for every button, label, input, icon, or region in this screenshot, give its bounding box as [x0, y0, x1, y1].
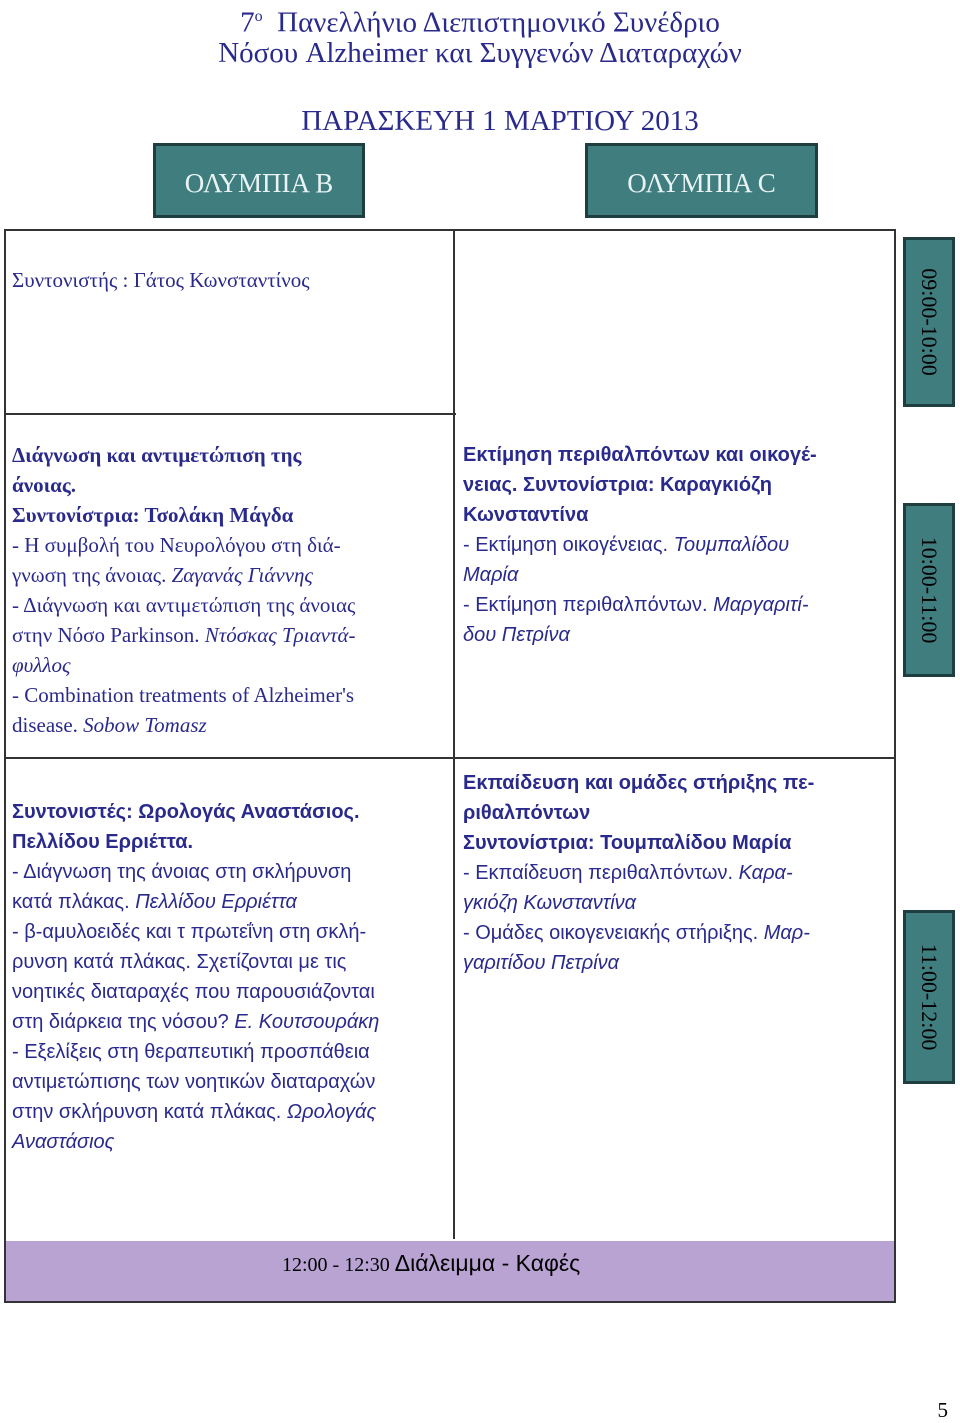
column-divider	[453, 229, 455, 1239]
session-title: Διάγνωση και αντιμετώπιση της	[12, 443, 302, 467]
speaker-name-cont: φυλλος	[12, 653, 71, 677]
talk-line: - Εξελίξεις στη θεραπευτική προσπάθεια	[12, 1041, 370, 1063]
slot3-room-b	[12, 797, 379, 1157]
row-divider	[456, 757, 896, 759]
session-title: Εκπαίδευση και ομάδες στήριξης πε-	[463, 772, 815, 794]
speaker-name: Ωρολογάς	[286, 1101, 377, 1123]
talk-line: - Combination treatments of Alzheimer's	[12, 683, 355, 707]
session-coordinator: Κωνσταντίνα	[463, 504, 589, 526]
slot1-room-b	[12, 265, 310, 295]
speaker-name-cont: Αναστάσιος	[12, 1131, 115, 1153]
talk-line: - Εκτίμηση περιθαλπόντων. Μαργαριτί-	[463, 594, 809, 616]
talk-line: ρυνση κατά πλάκας. Σχετίζονται με τις	[12, 951, 347, 973]
day-heading: ΠΑΡΑΣΚΕΥΗ 1 ΜΑΡΤΙΟΥ 2013	[301, 105, 699, 137]
talk-line: στην σκλήρυνση κατά πλάκας. Ωρολογάς	[12, 1101, 377, 1123]
talk-line: - Διάγνωση και αντιμετώπιση της άνοιας	[12, 593, 356, 617]
coordinator-line: Συντονιστής : Γάτος Κωνσταντίνος	[12, 268, 310, 292]
talk-line: στην Νόσο Parkinson. Ντόσκας Τριαντά-	[12, 623, 356, 647]
break-label: Διάλειμμα - Καφές	[394, 1250, 581, 1276]
row-divider	[4, 757, 456, 759]
ordinal-superscript: ο	[254, 8, 263, 25]
slot3-room-c	[463, 768, 814, 978]
row-divider	[4, 413, 456, 415]
room-olympia-b: ΟΛΥΜΠΙΑ Β	[153, 143, 365, 218]
coffee-break-text	[282, 1250, 580, 1277]
session-coordinator: Συντονίστρια: Τουμπαλίδου Μαρία	[463, 832, 792, 854]
room-olympia-c: ΟΛΥΜΠΙΑ C	[585, 143, 818, 218]
speaker-name-cont: Μαρία	[463, 564, 519, 586]
speaker-name-cont: γαριτίδου Πετρίνα	[463, 952, 620, 974]
slot2-room-c	[463, 440, 817, 650]
speaker-name: Ντόσκας Τριαντά-	[204, 623, 356, 647]
session-coordinator: Συντονίστρια: Τσολάκη Μάγδα	[12, 503, 294, 527]
talk-line: νοητικές διαταραχές που παρουσιάζονται	[12, 981, 375, 1003]
page-number: 5	[937, 1398, 948, 1422]
session-coordinators: Συντονιστές: Ωρολογάς Αναστάσιος.	[12, 801, 360, 823]
conference-title-line1	[0, 0, 960, 40]
conference-title-text: Πανελλήνιο Διεπιστημονικό Συνέδριο	[277, 6, 720, 39]
speaker-name: Sobow Tomasz	[83, 713, 207, 737]
speaker-name: Τουμπαλίδου	[673, 534, 790, 556]
speaker-name: Ε. Κουτσουράκη	[234, 1011, 380, 1033]
speaker-name: Πελλίδου Ερριέττα	[135, 891, 297, 913]
speaker-name: Ζαγανάς Γιάννης	[171, 563, 313, 587]
talk-line: στη διάρκεια της νόσου? Ε. Κουτσουράκη	[12, 1011, 380, 1033]
talk-line: - β-αμυλοειδές και τ πρωτεΐνη στη σκλή-	[12, 921, 367, 943]
speaker-name-cont: γκιόζη Κωνσταντίνα	[463, 892, 637, 914]
talk-line: κατά πλάκας. Πελλίδου Ερριέττα	[12, 891, 297, 913]
speaker-name-cont: δου Πετρίνα	[463, 624, 570, 646]
speaker-name: Μαρ-	[763, 922, 810, 944]
session-title-cont: άνοιας.	[12, 473, 76, 497]
talk-line: - Εκτίμηση οικογένειας. Τουμπαλίδου	[463, 534, 790, 556]
talk-line: disease. Sobow Tomasz	[12, 713, 207, 737]
speaker-name: Καρα-	[738, 862, 793, 884]
talk-line: - Η συμβολή του Νευρολόγου στη διά-	[12, 533, 341, 557]
break-time: 12:00 - 12:30	[282, 1254, 395, 1276]
talk-line: - Εκπαίδευση περιθαλπόντων. Καρα-	[463, 862, 793, 884]
conference-title-line2: Νόσου Alzheimer και Συγγενών Διαταραχών	[218, 37, 742, 69]
talk-line: - Ομάδες οικογενειακής στήριξης. Μαρ-	[463, 922, 810, 944]
talk-line: - Διάγνωση της άνοιας στη σκλήρυνση	[12, 861, 352, 883]
time-label-slot1: 09:00-10:00	[903, 237, 955, 407]
time-label-slot2: 10:00-11:00	[903, 503, 955, 677]
talk-line: γνωση της άνοιας. Ζαγανάς Γιάννης	[12, 563, 313, 587]
time-label-slot3: 11:00-12:00	[903, 910, 955, 1084]
talk-line: αντιμετώπισης των νοητικών διαταραχών	[12, 1071, 376, 1093]
session-title-cont: ριθαλπόντων	[463, 802, 591, 824]
speaker-name: Μαργαριτί-	[713, 594, 809, 616]
session-coordinators-cont: Πελλίδου Ερριέττα.	[12, 831, 194, 853]
session-title: Εκτίμηση περιθαλπόντων και οικογέ-	[463, 444, 817, 466]
slot2-room-b	[12, 440, 355, 740]
session-title-cont: νειας. Συντονίστρια: Καραγκιόζη	[463, 474, 773, 496]
ordinal-number: 7	[240, 6, 255, 39]
